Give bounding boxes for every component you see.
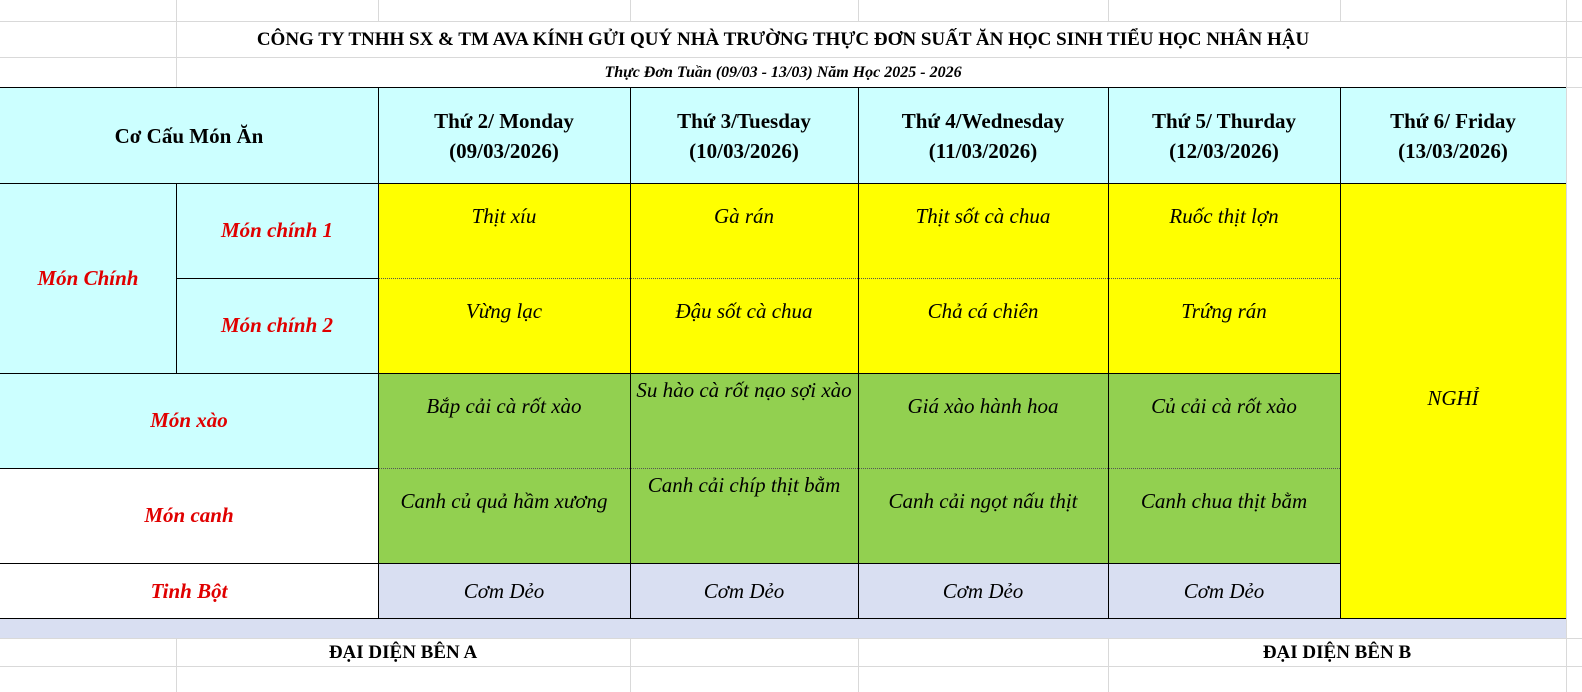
dish-cell: Su hào cà rốt nạo sợi xào xyxy=(630,373,858,468)
dish-cell: Vừng lạc xyxy=(378,278,630,373)
row-label-mon-chinh-2: Món chính 2 xyxy=(176,278,378,373)
header-monday xyxy=(378,88,630,183)
dish-cell: Thịt sốt cà chua xyxy=(858,183,1108,278)
header-thursday xyxy=(1108,88,1340,183)
row-label-tinh-bot: Tinh Bột xyxy=(0,563,378,619)
day-name: Thứ 6/ Friday xyxy=(1390,108,1516,133)
dish-cell: Chả cá chiên xyxy=(858,278,1108,373)
header-friday xyxy=(1340,88,1566,183)
dish-cell: Canh chua thịt bằm xyxy=(1108,468,1340,563)
day-date: (11/03/2026) xyxy=(928,138,1038,163)
day-name: Thứ 4/Wednesday xyxy=(901,108,1065,133)
day-date: (10/03/2026) xyxy=(689,138,799,163)
day-date: (09/03/2026) xyxy=(449,138,559,163)
dish-cell: Cơm Dẻo xyxy=(1108,563,1340,619)
day-date: (13/03/2026) xyxy=(1398,138,1508,163)
dish-cell: Cơm Dẻo xyxy=(630,563,858,619)
dish-cell: Trứng rán xyxy=(1108,278,1340,373)
dish-cell: Thịt xíu xyxy=(378,183,630,278)
dish-cell: Củ cải cà rốt xào xyxy=(1108,373,1340,468)
dish-cell: Giá xào hành hoa xyxy=(858,373,1108,468)
day-date: (12/03/2026) xyxy=(1169,138,1279,163)
day-name: Thứ 3/Tuesday xyxy=(677,108,811,133)
group-label-mon-chinh: Món Chính xyxy=(0,183,176,373)
page-subtitle: Thực Đơn Tuần (09/03 - 13/03) Năm Học 2025 - 2026 xyxy=(604,63,962,81)
header-tuesday xyxy=(630,88,858,183)
row-label-mon-xao: Món xào xyxy=(0,373,378,468)
row-label-mon-canh: Món canh xyxy=(0,468,378,563)
signature-party-a: ĐẠI DIỆN BÊN A xyxy=(328,641,478,663)
header-wednesday xyxy=(858,88,1108,183)
dish-cell: Ruốc thịt lợn xyxy=(1108,183,1340,278)
dish-cell: Cơm Dẻo xyxy=(378,563,630,619)
friday-off-cell: NGHỈ xyxy=(1340,183,1566,619)
spacer-row xyxy=(0,619,1566,638)
dish-cell: Cơm Dẻo xyxy=(858,563,1108,619)
page-title: CÔNG TY TNHH SX & TM AVA KÍNH GỬI QUÝ NHÀ TRƯỜNG THỰC ĐƠN SUẤT ĂN HỌC SINH TIỂU HỌC NHÂN HẬU xyxy=(256,28,1310,50)
signature-party-b: ĐẠI DIỆN BÊN B xyxy=(1262,641,1412,663)
row-label-mon-chinh-1: Món chính 1 xyxy=(176,183,378,278)
dish-cell: Gà rán xyxy=(630,183,858,278)
dish-cell: Canh cải ngọt nấu thịt xyxy=(858,468,1108,563)
dish-cell: Canh củ quả hầm xương xyxy=(378,468,630,563)
dish-cell: Canh cải chíp thịt bằm xyxy=(630,468,858,563)
dish-cell: Bắp cải cà rốt xào xyxy=(378,373,630,468)
day-name: Thứ 2/ Monday xyxy=(434,108,574,133)
header-structure: Cơ Cấu Món Ăn xyxy=(0,88,378,183)
day-name: Thứ 5/ Thurday xyxy=(1151,108,1297,133)
dish-cell: Đậu sốt cà chua xyxy=(630,278,858,373)
